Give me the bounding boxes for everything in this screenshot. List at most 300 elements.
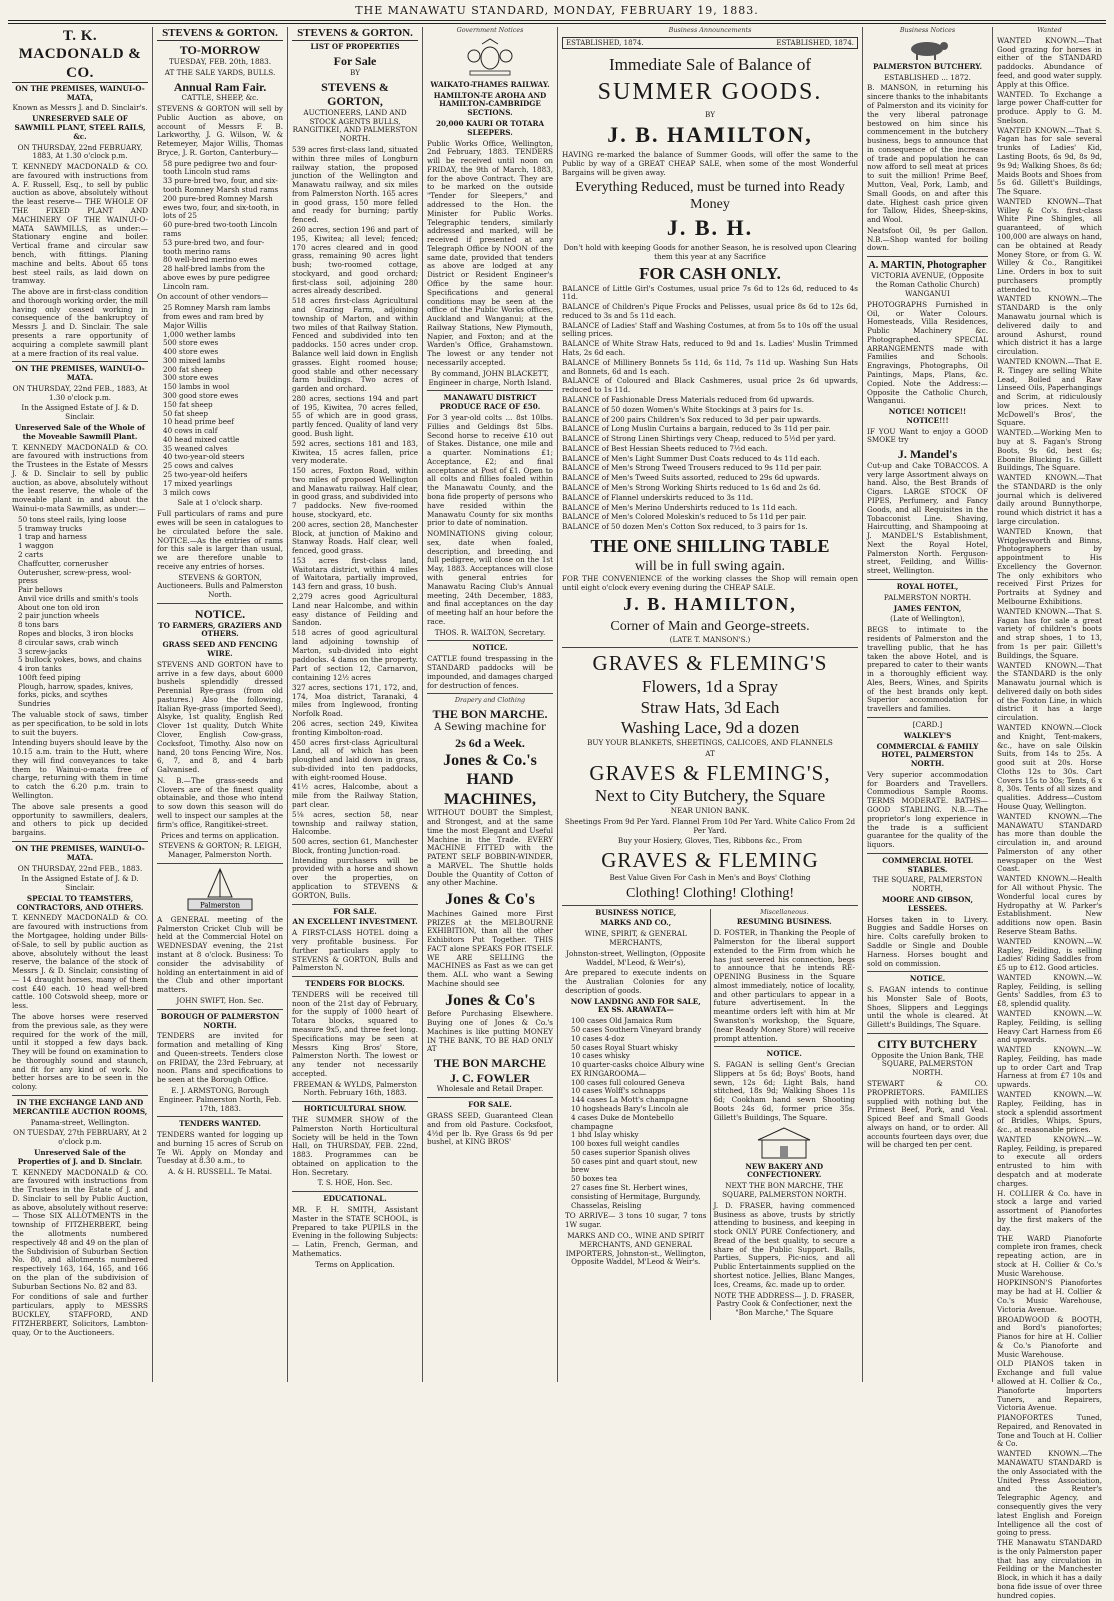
list-item: 200 pure-bred Romney Marsh ewes two, four, and six-tooth, in lots of 25 bbox=[163, 193, 280, 221]
corner-address: Corner of Main and George-streets. bbox=[610, 619, 810, 635]
emblem-label: Palmerston bbox=[199, 901, 241, 910]
column-government-notices bbox=[423, 27, 558, 1382]
hamilton-name: J. B. HAMILTON, bbox=[607, 122, 813, 148]
divider bbox=[867, 256, 988, 257]
divider bbox=[867, 971, 988, 972]
list-item: WANTED KNOWN.—That S. Fagan has for sale several trunks of Ladies' Kid, Lasting Boots, 6s 9d, 8s 9d, 9s 9d; Walking Shoes, 8s 6d; Maids Boots and Shoes from 5s 6d. Gillett's Buildings, The Square. bbox=[997, 125, 1102, 197]
a1-title: UNRESERVED SALE OF SAWMILL PLANT, STEEL RAILS, &c. bbox=[14, 114, 146, 141]
list-item: 50 cases Royal Stuart whisky bbox=[571, 1042, 678, 1052]
flowers-price: Flowers, 1d a Spray bbox=[642, 676, 778, 696]
b2-title: GRASS SEED AND FENCING WIRE. bbox=[162, 640, 278, 658]
d3-body: CATTLE found trespassing in the STANDARD paddocks will be impounded, and damages charged for destruction of fences. bbox=[427, 654, 553, 690]
c5-body: MR. F. H. SMITH, Assistant Master in the STATE SCHOOL, is Prepared to take PUPILS in the Evening in the following Subjects:— Latin, French, German, and Mathematics. bbox=[292, 1205, 418, 1258]
b3-sign: JOHN SWIFT, Hon. Sec. bbox=[176, 995, 264, 1005]
d2-foot: NOMINATIONS giving colour, sex, date when foaled, description, and breeding, and full pedigree, will close on the 1st May, 1883. Acceptances will close with general entries for Manawatu Racing Club's Annual meeting, 24th December, 1883, and final acceptances on the day of meeting half an hour before the race. bbox=[427, 529, 553, 626]
d5-big: Jones & Co's bbox=[445, 891, 535, 909]
divider bbox=[157, 1116, 283, 1117]
e3-body: IF YOU Want to enjoy a GOOD SMOKE try bbox=[867, 426, 988, 445]
list-item: WANTED KNOWN.—That the STANDARD is the only journal which is delivered daily around Bunnythorpe, round which district it has a large circulation. bbox=[997, 473, 1102, 526]
list-item: BALANCE of Best Hessian Sheets reduced to 7½d each. bbox=[562, 443, 768, 453]
cash-only: FOR CASH ONLY. bbox=[639, 263, 781, 283]
b3-body: A GENERAL meeting of the Palmerston Cricket Club will be held at the Commercial Hotel on WEDNESDAY evening, the 21st instant at 8 o'clock. Business: To consider the advisability of holding an entertainment in aid of the Club and other important matters. bbox=[157, 914, 283, 995]
bn-loc: Johnston-street, Wellington, (Opposite Waddel, M'Leod, & Weir's), bbox=[566, 948, 706, 967]
hamilton-intro: HAVING re-marked the balance of Summer Goods, will offer the same to the Public by way of a GREAT CHEAP SALE, when some of the most Wonderful Bargains will be given away. bbox=[562, 149, 858, 177]
b1-time: Sale at 1 o'clock sharp. bbox=[177, 498, 263, 508]
a1-foot: The above are in first-class condition and thorough working order, the mill having only ceased working in consequence of the bankruptcy of Messrs J. and D. Sinclair. The sale presents a rare opportunity of acquiring a complete sawmill plant at a mere fraction of its real value. bbox=[12, 287, 148, 358]
e5-body: Very superior accommodation for Boarders and Travellers. Commodious Sample Rooms. TERMS MODERATE. BATHS—GOOD STABLING. N.B.—The proprietor's long experience in the trade is a sufficient guarantee for the quality of the liquors. bbox=[867, 769, 988, 850]
a2-title: Unreserved Sale of the Whole of the Moveable Sawmill Plant. bbox=[15, 423, 145, 441]
list-item: WANTED KNOWN.—Clock and Knight, Tent-makers, &c., have on sale Oilskin Suits, from 14s to 25s. A good suit at 20s. Horse Cloths 12s to 30s. Cart Covers 15s to 30s; Tents, 6 x 8, 30s. Tents of all sizes and qualities. Address—Custom House Quay, Wellington. bbox=[997, 722, 1102, 811]
list-item: Part of section 12, Carnarvon, containing 12½ acres bbox=[292, 664, 418, 683]
a3-title: SPECIAL TO TEAMSTERS, CONTRACTORS, AND OTHERS. bbox=[16, 893, 144, 912]
c3-body: TENDERS will be received till noon of the 21st day of February, for the supply of 1000 heart of Totara blocks, squared to measure 9x5, and three feet long. Specifications may be seen at Messrs King Bros' Store, Palmerston North. The lowest or any tender not necessarily accepted. bbox=[292, 989, 418, 1078]
list-item: 280 acres, sections 194 and part of 195, Kiwitea, 70 acres felled, 55 of which are in good grass, partly fenced. Quality of land very good. Bush light. bbox=[292, 393, 418, 438]
d4-big: Jones & Co.'s HAND MACHINES, bbox=[443, 751, 537, 808]
a3-estate: In the Assigned Estate of J. & D. Sinclair. bbox=[21, 874, 139, 893]
b1-date: TUESDAY, FEB. 20th, 1883. bbox=[169, 57, 271, 67]
everything-reduced: Everything Reduced, must be turned into Ready Money bbox=[575, 180, 845, 213]
wanted-list bbox=[997, 37, 1102, 1601]
c4-head: HORTICULTURAL SHOW. bbox=[303, 1104, 407, 1114]
divider bbox=[12, 841, 148, 842]
summer-goods-title: SUMMER GOODS. bbox=[597, 79, 823, 106]
list-item: 58 pure pedigree two and four-tooth Lincoln stud rams bbox=[163, 158, 278, 177]
next-to-butchery: Next to City Butchery, the Square bbox=[594, 786, 826, 806]
e6-loc: THE SQUARE, PALMERSTON NORTH, bbox=[872, 875, 983, 894]
rb-head: RESUMING BUSINESS. bbox=[736, 917, 832, 927]
list-item: 17 mixed yearlings bbox=[163, 478, 233, 488]
list-item: WANTED KNOWN.—Health for All without Physic. The Wonderful local cures by Hydropathy at W. Parker's Establishment. New additions now open. Basin Reserve Steam Baths. bbox=[997, 874, 1102, 936]
column-stevens-gorton-sales bbox=[153, 27, 288, 1382]
d1-sub: HAMILTON-TE AROHA AND HAMILTON-CAMBRIDGE SECTIONS. bbox=[433, 90, 547, 118]
marks-and-co-ad bbox=[562, 909, 711, 1320]
list-item: 150 acres, Foxton Road, within two miles of proposed Wellington and Manawatu railway. Half clear, in good grass, and subdivided into 7 paddocks. New five-roomed house, stockyard, etc. bbox=[292, 466, 418, 519]
bn-name: MARKS AND CO., bbox=[600, 918, 672, 928]
d7-body: GRASS SEED, Guaranteed Clean and from old Pasture. Cocksfoot, 4½d per lb. Rye Grass 6s 9d per bushel, at KING BROS' bbox=[427, 1110, 553, 1147]
section-label: Wanted bbox=[1037, 26, 1062, 34]
list-item: 40 two-year-old steers bbox=[163, 452, 245, 462]
list-item: 518 acres first-class Agricultural and Grazing Farm, adjoining township of Marton, and within two miles of that Railway Station. Fenced and subdivided into ten paddocks. 150 acres under crop. Balance well laid down in English grasses. Eight roomed house; good stable and other necessary farm buildings. Two acres of garden and orchard. bbox=[292, 296, 418, 394]
list-item: 100 boxes full weight candles bbox=[571, 1139, 680, 1149]
col3-header: STEVENS & GORTON. bbox=[292, 27, 418, 41]
d1-body: Public Works Office, Wellington, 2nd February, 1883. TENDERS will be received until noon on FRIDAY, the 9th of March, 1883, for the above Contract. They are to be marked on the outside "Tender for Sleepers," and addressed to the Hon. the Minister for Public Works. Telegraphic tenders, similarly addressed and marked, will be received if presented at any Telegraph Office by NOON of the same date, provided that tenders as above are lodged at any District or Resident Engineer's Office by the same hour. Specifications and general conditions may be seen at the office of the Public Works offices, Auckland and Wanganui; at the Railway Stations, New Plymouth, Napier, and Foxton; and at the Warden's Office, Grahamstown. The lowest or any tender not necessarily accepted. bbox=[427, 138, 553, 368]
b1-sign: STEVENS & GORTON, Auctioneers. Bulls and Palmerston North. bbox=[157, 572, 283, 600]
c2-title: AN EXCELLENT INVESTMENT. bbox=[292, 917, 418, 927]
list-item: WANTED.—Working Men to buy at S. Fagan's Strong Boots, 9s 6d, best 6s; Ebonite Blucking 1s. Gillett Buildings, The Square. bbox=[997, 428, 1102, 473]
a2-train: Intending buyers should leave by the 10.15 a.m. train to the Hutt, where they will find conveyances to take them to Wainui-o-mata free of charge, returning with them in time to catch the 6.20 p.m. train to Wellington. bbox=[12, 738, 148, 801]
column-business-announcements bbox=[558, 27, 863, 1382]
section-label: Government Notices bbox=[456, 26, 524, 34]
list-item: 150 fat sheep bbox=[163, 399, 213, 409]
list-item: BALANCE of Men's Tweed Suits assorted, reduced to 29s 6d upwards. bbox=[562, 473, 820, 483]
column-business-notices bbox=[863, 27, 993, 1382]
list-item: 450 acres first-class Agricultural Land, all of which has been ploughed and laid down in grass, sub-divided into ten paddocks, with eight-roomed House. bbox=[292, 737, 418, 782]
list-item: 2 carts bbox=[18, 549, 44, 559]
list-item: WANTED KNOWN—That Willey & Co's. first-class White Pine Shingles, all guaranteed, of which 100,000 are always on hand, can be obtained at Ready Money Store, or from G. W. Willey & Co., Rangitikei Line. Orders in box to suit purchasers promptly attended to. bbox=[997, 196, 1102, 294]
a2-foot: The valuable stock of saws, timber as per specification, to be sold in lots to suit the buyers. bbox=[12, 710, 148, 737]
b1-title: Annual Ram Fair. bbox=[173, 79, 267, 94]
list-item: Ropes and blocks, 3 iron blocks bbox=[18, 628, 134, 638]
b1-loc: AT THE SALE YARDS, BULLS. bbox=[164, 67, 276, 77]
list-item: 1 bhd Islay whisky bbox=[571, 1130, 639, 1140]
list-item: WANTED KNOWN.—That E. R. Tingey are selling White Lead, Boiled and Raw Linseed Oils, Paperhangings and Scrim, at ridiculously low prices. Next to McDowell's Bros', the Square. bbox=[997, 356, 1102, 428]
e8-loc: Opposite the Union Bank, THE SQUARE, PALMERSTON NORTH. bbox=[871, 1050, 984, 1078]
list-item: 144 cases La Mott's champagne bbox=[571, 1095, 689, 1105]
bn-sub: WINE, SPIRIT, & GENERAL MERCHANTS, bbox=[584, 929, 687, 947]
divider bbox=[292, 1101, 418, 1102]
bn-foot: TO ARRIVE— 3 tons 10 sugar, 7 tons 1W sugar. bbox=[565, 1211, 707, 1230]
full-swing: will be in full swing again. bbox=[634, 558, 786, 574]
list-item: 500 acres, section 61, Manchester Block, fronting Junction-road. bbox=[292, 837, 418, 855]
list-item: 40 cows in calf bbox=[163, 426, 218, 436]
list-item: WANTED KNOWN.—The MANAWATU STANDARD has more than double the circulation in, and around Palmerston of any other newspaper on the West Coast. bbox=[997, 811, 1102, 874]
c3-head: TENDERS FOR BLOCKS. bbox=[305, 979, 405, 989]
list-item: BALANCE of Men's Strong Tweed Trousers reduced to 9s 11d per pair. bbox=[562, 463, 822, 473]
list-item: 50 tons steel rails, lying loose bbox=[18, 514, 127, 524]
divider bbox=[12, 1095, 148, 1096]
masthead-rule bbox=[8, 20, 1106, 24]
a4-foot: For conditions of sale and further particulars, apply to MESSRS BUCKLEY, STAFFORD, AND FITZHERBERT, Solicitors, Lambton-quay, Or to the Auctioneers. bbox=[12, 1292, 148, 1337]
list-item: OLD PIANOS taken in Exchange and full value allowed at H. Collier & Co., Pianoforte Importers Tuners, and Repairers, Victoria Avenue. bbox=[997, 1359, 1102, 1413]
masthead-title: THE MANAWATU STANDARD, MONDAY, FEBRUARY 19, 1883. bbox=[355, 4, 759, 17]
list-item: 50 cases Southern Vineyard brandy bbox=[571, 1024, 702, 1034]
list-item: BALANCE of 50 dozen Women's White Stockings at 3 pairs for 1s. bbox=[562, 404, 804, 414]
e2-loc: VICTORIA AVENUE, (Opposite the Roman Catholic Church) WANGANUI bbox=[871, 271, 984, 298]
jbh-initials: J. B. H. bbox=[666, 215, 754, 241]
b1-head: TO-MORROW bbox=[179, 43, 261, 58]
b1-foot: Full particulars of rams and pure ewes will be seen in catalogues to be circulated before the sale. NOTICE.—As the entries of rams for this sale is larger than usual, we are therefore unable to receive any entries of horses. bbox=[157, 509, 283, 571]
b4-head: BOROUGH OF PALMERSTON NORTH. bbox=[160, 1011, 280, 1030]
b5-head: TENDERS WANTED. bbox=[179, 1119, 261, 1129]
list-item: 150 lambs in wool bbox=[163, 382, 230, 392]
e2-foot: NOTICE! NOTICE!! NOTICE!!! bbox=[888, 407, 967, 425]
list-item: 100ft feed piping bbox=[18, 672, 81, 682]
a1-head: ON THE PREMISES, WAINUI-O-MATA, bbox=[15, 83, 145, 102]
list-item: BALANCE of 200 pairs Children's Sox reduced to 3d per pair upwards. bbox=[562, 414, 822, 424]
list-item: 3 milch cows bbox=[163, 487, 211, 497]
list-item: 153 acres first-class land, Waitotara district, within 4 miles of Waitotara, partially improved, 143 fern and grass, 10 bush. bbox=[292, 555, 418, 592]
list-item: EX RINGAROOMA— bbox=[571, 1068, 647, 1078]
bakery-title: NEW BAKERY AND CONFECTIONERY. bbox=[745, 1161, 824, 1180]
b5-body: TENDERS wanted for logging up and burning 15 acres of Scrub on Te Wi. Apply on Monday and Tuesday at 8.30 a.m., to bbox=[157, 1130, 283, 1166]
divider bbox=[157, 863, 283, 864]
e4-name: JAMES FENTON, bbox=[893, 603, 962, 613]
list-item: WANTED KNOWN.—W. Rapley, Feilding, is prepared to execute all orders entrusted to him with despatch and at moderate charges. bbox=[997, 1134, 1102, 1188]
e6-name: MOORE AND GIBSON, LESSEES. bbox=[882, 895, 973, 913]
list-item: 200 fat sheep bbox=[163, 364, 213, 374]
e4-head: ROYAL HOTEL, bbox=[896, 582, 959, 592]
list-item: 10 cases whisky bbox=[571, 1051, 630, 1061]
divider bbox=[292, 1191, 418, 1192]
list-item: 1 waggon bbox=[18, 541, 54, 551]
d2-body: For 3 year-old colts ... 8st 10lbs. Fillies and Geldings 8st 5lbs. Second horse to receive £10 out of Stakes. Distance, one mile and a quarter. Nominations £1; Acceptance, £2; and final acceptance at Post of £1. Open to all colts and fillies foaled within the Manawatu County, and the bona fide property of persons who have resided within the Manawatu County for six months prior to date of nomination. bbox=[427, 412, 553, 528]
list-item: 50 boxes tea bbox=[571, 1174, 618, 1184]
est-left: ESTABLISHED, 1874. bbox=[566, 38, 644, 47]
list-item: 25 Romney Marsh ram lambs from ewes and ram bred by Major Willis bbox=[163, 303, 271, 330]
shilling-table: THE ONE SHILLING TABLE bbox=[590, 535, 830, 556]
b2-price: Prices and terms on application. bbox=[160, 830, 280, 840]
e1-head: PALMERSTON BUTCHERY. bbox=[873, 61, 982, 71]
list-item: WANTED KNOWN.—W. Rapley, Feilding, has made up to order Cart and Trap Harness at from £7 10s and upwards. bbox=[997, 1045, 1102, 1090]
list-item: BROADWOOD & BOOTH, and Bord's pianofortes; Pianos for hire at H. Collier & Co.'s Pianoforte and Music Warehouse. bbox=[997, 1314, 1102, 1359]
divider bbox=[427, 693, 553, 694]
d5-body: Machines Gained more First PRIZES at the MELBOURNE EXHIBITION, than all the other Exhibitors Put Together. THIS FACT alone SPEAKS FOR ITSELF. WE ARE SELLING the MACHINES as Fast as we can get them. ALL who want a Sewing Machine should see bbox=[427, 908, 553, 988]
e6-head: COMMERCIAL HOTEL STABLES. bbox=[882, 855, 973, 874]
list-item: 40 head mixed cattle bbox=[163, 434, 240, 444]
bn-sign: MARKS AND CO., WINE AND SPIRIT MERCHANTS, AND GENERAL IMPORTERS, Johnston-st., Wellington, Opposite Waddel, M'Leod & Weir's. bbox=[565, 1230, 706, 1267]
divider bbox=[427, 640, 553, 641]
list-item: 518 acres of good agricultural land adjoining township of Marton, sub-divided into eight paddocks. 4 dams on the property. bbox=[292, 628, 418, 664]
d3-head: NOTICE. bbox=[472, 643, 508, 653]
list-item: H. COLLIER & Co. have in stock a large and varied assortment of Pianofortes by the first makers of the day. bbox=[997, 1188, 1102, 1233]
list-item: BALANCE of Men's Light Summer Dust Coats reduced to 4s 11d each. bbox=[562, 453, 820, 463]
near-union-bank: NEAR UNION BANK. bbox=[670, 806, 750, 816]
graves-fleming-title-3: GRAVES & FLEMING bbox=[601, 848, 819, 873]
at-label: AT bbox=[705, 748, 715, 758]
a2-estate: In the Assigned Estate of J. & D. Sinclair. bbox=[21, 403, 139, 422]
a3-head: ON THE PREMISES, WAINUI-O-MATA. bbox=[15, 843, 145, 862]
miscellaneous-ads bbox=[711, 909, 859, 1320]
bn-body: Are prepared to execute indents on the Australian Colonies for any description of goods. bbox=[565, 968, 707, 995]
b2-sub: TO FARMERS, GRAZIERS AND OTHERS. bbox=[158, 620, 282, 639]
list-item: 50 cases superior Spanish olives bbox=[571, 1147, 690, 1157]
e1-est: ESTABLISHED ... 1872. bbox=[884, 72, 971, 82]
hamilton-name-2: J. B. HAMILTON, bbox=[623, 594, 797, 615]
e6-body: Horses taken in to Livery. Buggies and Saddle Horses on hire. Colts carefully broken to Saddle or Single and Double Harness. Horses bought and sold on commission. bbox=[867, 914, 988, 968]
rb-body: D. FOSTER, in Thanking the People of Palmerston for the liberal support extended to the Firm from which he has just severed his connection, begs to announce that he intends RE-OPENING Business in the Square almost immediately, notice of locality, and other particulars to appear in a future advertisement. In the meantime orders left with him at Mr Swanston's workshop, the Square, (near Ready Money Store) will receive prompt attention. bbox=[713, 928, 855, 1043]
list-item: 3 screw-jacks bbox=[18, 646, 68, 656]
immediate-sale-title: Immediate Sale of Balance of bbox=[608, 55, 812, 75]
section-label: Drapery and Clothing bbox=[454, 696, 526, 705]
list-item: BALANCE of 50 dozen Men's Cotton Sox reduced, to 3 pairs for 1s. bbox=[562, 522, 808, 532]
straw-hats-price: Straw Hats, 3d Each bbox=[640, 697, 780, 717]
balance-list bbox=[562, 285, 858, 532]
list-item: WANTED KNOWN.—W. Rapley, Feilding, has in stock a splendid assortment of Bridles, Whips, Spurs, &c., at reasonable prices. bbox=[997, 1090, 1102, 1135]
list-item: WANTED Known, that Wrigglesworth and Binns, Photographers by appointment to His Excellency the Governor. The only exhibitors who received First Prizes for Portraits at Sydney and Melbourne Exhibitions. bbox=[997, 526, 1102, 607]
b4-body: TENDERS are invited for formation and metalling of King and Queen-streets. Tenders close on FRIDAY, the 23rd February, at noon. Plans and specifications to be seen at the Borough Office. bbox=[157, 1031, 283, 1085]
best-value: Best Value Given For Cash in Men's and Boys' Clothing bbox=[609, 872, 811, 882]
c1-desc: AUCTIONEERS, LAND AND STOCK AGENTS BULLS, RANGITIKEI, AND PALMERSTON NORTH. bbox=[292, 107, 418, 144]
list-item: 100 cases Old Jamaica Rum bbox=[571, 1016, 673, 1026]
d7-head: FOR SALE. bbox=[468, 1100, 512, 1110]
a4-title: Unreserved Sale of the Properties of J. and D. Sinclair. bbox=[17, 1147, 143, 1166]
list-item: 300 store ewes bbox=[163, 373, 219, 383]
b5-sign: A. & H. RUSSELL. Te Matai. bbox=[167, 1167, 272, 1177]
list-item: 500 store ewes bbox=[163, 338, 219, 348]
a2-items bbox=[12, 516, 148, 709]
list-item: 10 quarter-casks choice Albury wine bbox=[571, 1060, 705, 1070]
e4-body: BEGS to intimate to the residents of Palmerston and the travelling public, that he has taken the above Hotel, and is prepared to cater to their wants in a thoroughly efficient way. Ales, Beers, Wines, and Spirits of the best brands only kept. Superior accommodation for travellers and families. bbox=[867, 625, 988, 714]
est-right: ESTABLISHED, 1874. bbox=[776, 38, 854, 47]
bn-head: BUSINESS NOTICE, bbox=[595, 907, 677, 917]
graves-fleming-title-2: GRAVES & FLEMING'S, bbox=[589, 760, 831, 785]
divider bbox=[867, 853, 988, 854]
e7-body: S. FAGAN intends to continue his Monster Sale of Boots, Shoes, Slippers and Leggings until the whole is cleared. At Gillett's Buildings, The Square. bbox=[867, 985, 988, 1030]
e1-body: B. MANSON, in returning his sincere thanks to the inhabitants of Palmerston and its vicinity for the very liberal patronage bestowed on him since his commencement in the butchery business, begs to announce that in consequence of the increase of trade and population he can now afford to sell meat at prices to suit the million! Prime Beef, Mutton, Veal, Pork, Lamb, and Small Goods, on and after this date. Highest cash price given for Tallow, Hides, Sheep-skins, and Wool. bbox=[867, 83, 988, 225]
d2-sign: THOS. R. WALTON, Secretary. bbox=[434, 627, 546, 637]
list-item: 327 acres, sections 171, 172, and, 174, Moa district, Taranaki, 4 miles from Inglewood, fronting Norfolk Road. bbox=[292, 682, 418, 719]
list-item: About one ton old iron bbox=[18, 602, 100, 612]
divider bbox=[12, 361, 148, 362]
a2-body: T. KENNEDY MACDONALD & CO. are favoured with instructions from the Trustees in the Estate of Messrs J. & D. Sinclair to sell by public auction, as above, absolutely without the least reserve, the whole of the moveable plant in and about the Wainui-o-mata Sawmills, as under:— bbox=[12, 442, 148, 514]
d2-head: MANAWATU DISTRICT PRODUCE RACE OF £50. bbox=[439, 393, 541, 412]
list-item: 8 tons bars bbox=[18, 620, 59, 630]
list-item: 539 acres first-class land, situated within three miles of Longburn railway station, the proposed junction of the Wellington and Manawatu railway, and six miles from Palmerston North. 165 acres in good grass, 150 more felled and ready for burning; partly fenced. bbox=[292, 144, 418, 225]
coat-of-arms-icon bbox=[460, 38, 520, 78]
list-item: BALANCE of Flannel underskirts reduced to 3s 11d. bbox=[562, 492, 754, 502]
e4-sub: (Late of Wellington), bbox=[890, 614, 965, 624]
property-list bbox=[292, 146, 418, 856]
a3-foot: The above horses were reserved from the previous sale, as they were required for the work of the mill, until it stopped a few days back. They will be found on examination to be thoroughly sound and staunch, and fit for any kind of work. No better horses are to be seen in the colony. bbox=[12, 1012, 148, 1092]
list-item: 10 hogsheads Bary's Lincoln ale bbox=[571, 1104, 689, 1114]
e3-sub: Cut-up and Cake TOBACCOS. A very large Assortment always on hand. Also, the Best Brands of Cigars. LARGE STOCK OF PIPES, Perfumery, and Fancy Goods, and all Requisites in the Tobacconist Line. Shaving, Haircutting, and Shampooing at J. MANDEL'S Establishment, Next the Royal Hotel, Palmerston North. Ferguson-street, Feilding, and Willis-street, Wellington. bbox=[867, 460, 988, 576]
list-item: 10 cases Wolff's schnapps bbox=[571, 1086, 666, 1096]
e3-name: J. Mandel's bbox=[897, 447, 958, 462]
bn-items bbox=[565, 1017, 707, 1210]
d4-body: WITHOUT DOUBT the Simplest, and Strongest, and at the same time the most Elegant and Useful Machine in the Trade. EVERY MACHINE FITTED with the PATENT SELF BOBBIN-WINDER, a MARVEL. The Shuttle holds Double the Quantity of Cotton of any other Machine. bbox=[427, 808, 553, 888]
divider bbox=[427, 1097, 553, 1098]
divider bbox=[157, 603, 283, 604]
column-macdonald bbox=[8, 27, 153, 1382]
list-item: PIANOFORTES Tuned, Repaired, and Renovated in Tone and Touch at H. Collier & Co. bbox=[997, 1413, 1102, 1449]
d4-brand: THE BON MARCHE. bbox=[432, 707, 548, 722]
d4-title: A Sewing machine for bbox=[434, 721, 546, 733]
clothing-line: Clothing! Clothing! Clothing! bbox=[625, 885, 794, 901]
ox-icon bbox=[903, 38, 953, 60]
list-item: WANTED KNOWN.—That the STANDARD is the only Manawatu journal which is delivered daily on both sides of the Foxton Line, in which district it has a large circulation. bbox=[997, 660, 1102, 723]
divider bbox=[562, 905, 858, 906]
e1-sign: Neatsfoot Oil, 9s per Gallon. N.B.—Shop wanted for boiling down. bbox=[867, 225, 988, 253]
d6-sub: Wholesale and Retail Draper. bbox=[436, 1084, 544, 1094]
list-item: Outerusher, screw-press, wool-press bbox=[18, 567, 132, 586]
c4-sign: T. S. HOE, Hon. Sec. bbox=[317, 1178, 393, 1188]
list-item: 300 mixed lambs bbox=[163, 355, 225, 365]
list-item: 2,279 acres good Agricultural Land near Halcombe, and within easy distance of Feilding and Sandon. bbox=[292, 592, 418, 628]
d6-body: Before Purchasing Elsewhere. Buying one of Jones & Co.'s Machines is like putting MONEY IN THE BANK, TO BE HAD ONLY AT bbox=[427, 1009, 553, 1054]
list-item: BALANCE of Coloured and Black Cashmeres, usual price 2s 6d upwards, reduced to 1s 11d. bbox=[562, 376, 858, 395]
bn-landing: NOW LANDING AND FOR SALE, EX SS. ARAWATA— bbox=[570, 996, 701, 1015]
column-stevens-gorton-properties bbox=[288, 27, 423, 1382]
a2-date: ON THURSDAY, 22nd FEB., 1883, At 1.30 o'clock p.m. bbox=[12, 383, 148, 402]
list-item: Pair bellows bbox=[18, 585, 63, 595]
list-item: 300 good store ewes bbox=[163, 391, 239, 400]
section-label: Business Announcements bbox=[668, 26, 752, 34]
b2-foot: N. B.—The grass-seeds and Clovers are of the finest quality obtainable, and those who intend to sow down this season will do well to inspect our samples at the firm's office, Rangitikei-street. bbox=[157, 775, 283, 829]
a4-loc: Panama-street, Wellington. bbox=[30, 1117, 130, 1127]
list-item: 100 cases full coloured Geneva bbox=[571, 1077, 685, 1087]
d6-sign: J. C. FOWLER bbox=[449, 1070, 530, 1085]
c1-foot: Intending purchasers will be provided with a horse and shown over the properties, on application to STEVENS & GORTON, Bulls. bbox=[292, 855, 418, 900]
list-item: 27 cases fine St. Herbert wines, consisting of Hermitage, Burgundy, Chasselas, Reisling bbox=[571, 1183, 701, 1210]
list-item: 53 pure-bred two, and four-tooth merino rams bbox=[163, 237, 265, 256]
list-item: BALANCE of Millinery Bonnets 5s 11d, 6s 11d, 7s 11d up. Washing Sun Hats and Bonnets, 6d and 1s each. bbox=[562, 357, 858, 376]
column-wanted bbox=[993, 26, 1106, 1600]
c1-by: BY bbox=[350, 67, 360, 77]
divider bbox=[562, 647, 858, 648]
list-item: 50 cases pint and quart stout, new brew bbox=[571, 1156, 698, 1175]
list-item: WANTED KNOWN.—W. Rapley, Feilding, is selling Heavy Cart Harness from £6 and upwards. bbox=[997, 1008, 1102, 1045]
divider bbox=[867, 717, 988, 718]
col2-header: STEVENS & GORTON. bbox=[157, 27, 283, 41]
b2-sign: STEVENS & GORTON; R. LEIGH, Manager, Palmerston North. bbox=[158, 841, 282, 860]
list-item: Anvil vice drills and smith's tools bbox=[18, 593, 139, 603]
b1-body: STEVENS & GORTON will sell by Public Auction as above, on account of Messrs F. B. Larkworthy, J. G. Wilson, W. & Retemeyer, Major Willis, Thomas Bryce, J. R. Gorton, Canterbury— bbox=[157, 104, 283, 157]
list-item: 1 trap and harness bbox=[18, 532, 87, 542]
c1-name: STEVENS & GORTON, bbox=[321, 79, 389, 109]
notice-body: S. FAGAN is selling Gent's Grecian Slippers at 5s 6d; Boys' Boots, hand sewn, 12s 6d; Light Bals, hand stitched, 18s 9d; Walking Shoes 11s 6d; Cookham hand sewn Shooting Boots 24s 6d, former price 35s. Gillett's Buildings, The Square. bbox=[713, 1060, 855, 1122]
washing-lace-price: Washing Lace, 9d a dozen bbox=[620, 718, 800, 738]
b2-body: STEVENS AND GORTON have to arrive in a few days, about 6000 bushels splendidly dressed Perennial Rye-grass (from old pastures.) Also the following, Italian Rye-grass (imported Seed), Alsyke, 1st quality, English Red Clover 1st quality, Dutch White Clover, English Cow-grass, Cocksfoot, Timothy. Also now on hand, 20 tons Fencing Wire, Nos. 6, 7, and 8, and 4 barb Galvanised. bbox=[157, 659, 283, 775]
e5-head: WALKLEY'S bbox=[903, 730, 952, 740]
list-item: BALANCE of Strong Linen Shirtings very Cheap, reduced to 5½d per yard. bbox=[562, 434, 836, 444]
e4-loc: PALMERSTON NORTH. bbox=[883, 592, 972, 602]
graves-fleming-title-1: GRAVES & FLEMING'S bbox=[592, 651, 828, 676]
notice-head: NOTICE. bbox=[766, 1049, 802, 1059]
business-subgrid bbox=[562, 909, 858, 1320]
e5-card: [CARD.] bbox=[912, 719, 943, 729]
list-item: 10 cases 4-doz bbox=[571, 1033, 625, 1043]
c4-body: THE SUMMER SHOW of the Palmerston North Horticultural Society will be held in the Town Hall, on THURSDAY, FEB. 22nd, 1883. Programmes can be obtained on application to the Hon. Secretary. bbox=[292, 1115, 418, 1177]
by-label: BY bbox=[705, 110, 715, 120]
c3-sign: FREEMAN & WYLDS, Palmerston North. February 16th, 1883. bbox=[293, 1079, 417, 1098]
d1-sign: By command, JOHN BLACKETT, Engineer in charge, North Island. bbox=[428, 368, 552, 387]
list-item: 28 half-bred lambs from the above ewes by pure pedigree Lincoln ram. bbox=[163, 264, 270, 291]
list-item: WANTED KNOWN.—W. Rapley, Feilding, is selling Gents' Saddles, from £3 to £8, splendid quality. bbox=[997, 972, 1102, 1009]
bakery-building-icon bbox=[754, 1126, 814, 1160]
b4-sign: E. J. ARMSTONG, Borough Engineer. Palmerston North, Feb. 17th, 1883. bbox=[158, 1085, 282, 1113]
c5-sign: Terms on Application. bbox=[315, 1259, 395, 1269]
list-item: 60 pure-bred two-tooth Lincoln rams bbox=[163, 220, 278, 238]
list-item: Chaffcutter, cornerusher bbox=[18, 558, 109, 568]
list-item: WANTED KNOWN.—That Good grazing for horses in either of the STANDARD paddocks. Abundance of feed, and good water supply. Apply at this Office. bbox=[997, 35, 1102, 89]
d4-price: 2s 6d a Week. bbox=[455, 736, 525, 750]
c1-head: LIST OF PROPERTIES bbox=[310, 42, 400, 52]
list-item: 41½ acres, Halcombe, about a mile from the Railway Station, part clear. bbox=[292, 782, 418, 809]
list-item: 5⅛ acres, section 58, near township and railway station, Halcombe. bbox=[292, 809, 418, 837]
list-item: BALANCE of Men's Merino Undershirts reduced to 1s 11d each. bbox=[562, 502, 798, 512]
list-item: BALANCE of Long Muslin Curtains a bargain, reduced to 3s 11d per pair. bbox=[562, 424, 831, 434]
list-item: 10 head prime beef bbox=[163, 417, 234, 427]
bakery-sign: NOTE THE ADDRESS— J. D. FRASER, Pastry Cook & Confectioner, next the "Bon Marche," The Square bbox=[714, 1290, 855, 1318]
c1-sub: For Sale bbox=[333, 54, 377, 69]
list-item: BALANCE of Children's Pique Frocks and Pelisses, usual price 8s 6d to 12s 6d, reduced to 3s and 5s 11d each. bbox=[562, 302, 858, 320]
b1-items bbox=[157, 160, 283, 292]
b1-items2 bbox=[157, 304, 283, 497]
list-item: BALANCE of Fashionable Dress Materials reduced from 6d upwards. bbox=[562, 394, 815, 404]
convenience-note: FOR THE CONVENIENCE of the working classes the Shop will remain open until eight o'clock every evening during the CHEAP SALE. bbox=[562, 573, 858, 592]
e8-body: STEWART & CO. PROPRIETORS. FAMILIES supplied with nothing but the Primest Beef, Pork, and Veal. Spiced Beef and Small Goods always on hand, or to order. All accounts fourteen days over, due will be charged ten per cent. bbox=[867, 1078, 988, 1150]
list-item: WANTED KNOWN.—The STANDARD is the only Manawatu journal which is delivered daily to and around Ashurst, round which district it has a large circulation. bbox=[997, 294, 1102, 357]
list-item: THE WARD Pianoforte complete iron frames, check repeating action, are in stock at H. Collier & Co.'s Music Warehouse. bbox=[997, 1233, 1102, 1278]
e8-head: CITY BUTCHERY bbox=[877, 1036, 978, 1051]
list-item: 1,000 wether lambs bbox=[163, 329, 236, 339]
list-item: 5 bullock yokes, bows, and chains bbox=[18, 655, 142, 665]
c2-body: A FIRST-CLASS HOTEL doing a very profitable business. For further particulars apply to STEVENS & GORTON, Bulls and Palmerston N. bbox=[292, 928, 418, 973]
list-item: WANTED. To Exchange a large power Chaff-cutter for produce. Apply to G. M. Snelson. bbox=[997, 89, 1102, 125]
col1-header: T. K. MACDONALD & CO. bbox=[12, 27, 148, 83]
list-item: 2 pair junction wheels bbox=[18, 611, 99, 621]
list-item: 4 cases Duke de Montebello champagne bbox=[571, 1112, 674, 1131]
list-item: BALANCE of White Straw Hats, reduced to 9d and 1s. Ladies' Muslin Trimmed Hats, 2s 6d each. bbox=[562, 339, 858, 358]
e2-head: A. MARTIN, Photographer bbox=[868, 260, 987, 272]
a3-date: ON THURSDAY, 22nd FEB., 1883. bbox=[17, 863, 143, 873]
bakery-sub: NEXT THE BON MARCHE, THE SQUARE, PALMERSTON NORTH. bbox=[722, 1181, 847, 1199]
list-item: 25 cows and calves bbox=[163, 461, 234, 471]
list-item: BALANCE of Men's Colored Moleskin's reduced to 5s 11d per pair. bbox=[562, 512, 807, 522]
sheetings-prices: Sheetings From 9d Per Yard. Flannel From 10d Per Yard. White Calico From 2d Per Yard. bbox=[564, 816, 856, 835]
list-item: BALANCE of Ladies' Staff and Washing Costumes, at from 5s to 10s off the usual selling prices. bbox=[562, 320, 858, 339]
list-item: WANTED KNOWN.—That S. Fagan has for sale a great variety of children's boots and strap shoes, 1 to 13, from 1s per pair. Gillett's Buildings, the Square. bbox=[997, 606, 1102, 660]
